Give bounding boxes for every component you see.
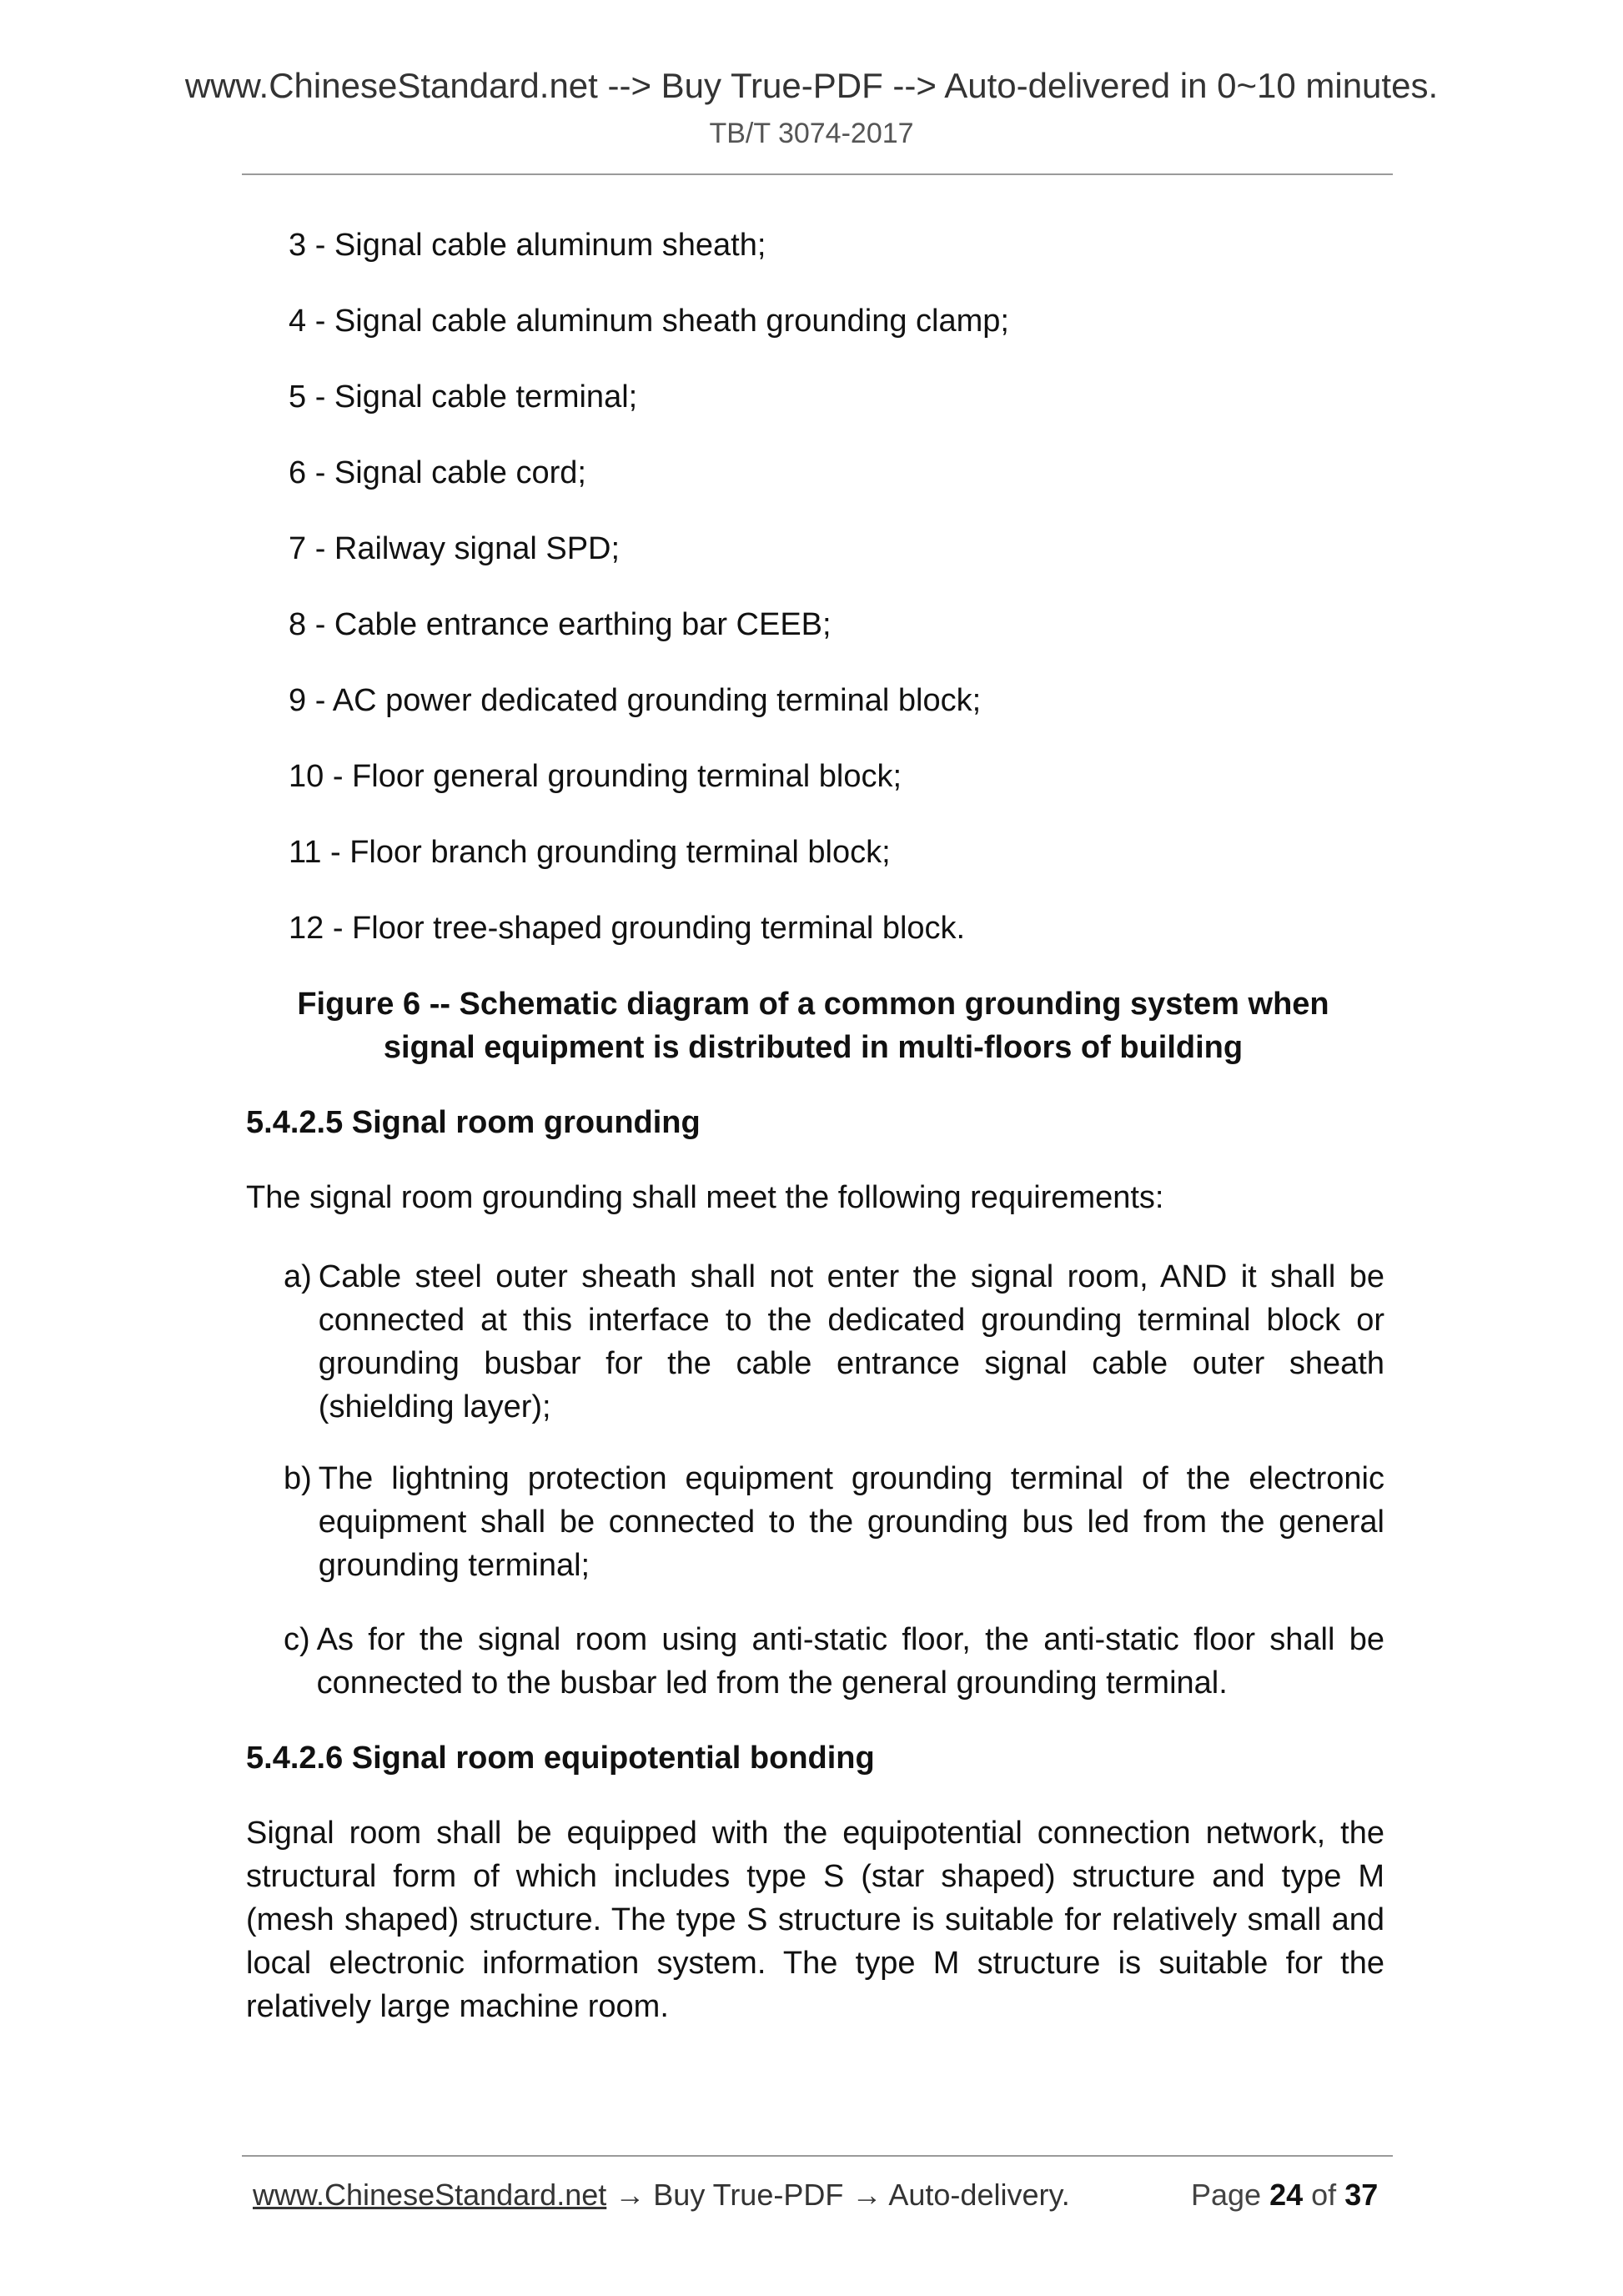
header-divider	[242, 173, 1393, 175]
list-item	[284, 1457, 1384, 1587]
footer-site-link[interactable]: www.ChineseStandard.net	[253, 2178, 607, 2212]
arrow-right-icon: →	[852, 2178, 882, 2212]
legend-item: 3 - Signal cable aluminum sheath;	[289, 228, 766, 263]
section-heading: 5.4.2.6 Signal room equipotential bonding	[246, 1741, 875, 1776]
page-label: Page	[1191, 2178, 1262, 2212]
footer-delivery-text: Auto-delivery.	[888, 2178, 1070, 2212]
header-banner[interactable]: www.ChineseStandard.net --> Buy True-PDF --> Auto-delivered in 0~10 minutes.	[184, 66, 1439, 105]
legend-item: 6 - Signal cable cord;	[289, 455, 586, 490]
list-item-text: As for the signal room using anti-static floor, the anti-static floor shall be connected to the busbar led from the general grounding terminal.	[316, 1622, 1384, 1701]
standard-number: TB/T 3074-2017	[709, 118, 914, 149]
legend-item: 5 - Signal cable terminal;	[289, 379, 638, 414]
list-marker: c)	[284, 1622, 310, 1657]
figure-caption	[242, 982, 1384, 1069]
page-of: of	[1311, 2178, 1337, 2212]
footer-divider	[242, 2155, 1393, 2157]
list-item-text: The lightning protection equipment grounding terminal of the electronic equipment shall be connected to the grounding bus led from the general grounding terminal;	[318, 1461, 1384, 1583]
list-item	[284, 1618, 1384, 1705]
legend-item: 12 - Floor tree-shaped grounding terminal block.	[289, 911, 966, 946]
arrow-right-icon: →	[615, 2178, 646, 2212]
legend-item: 10 - Floor general grounding terminal block;	[289, 759, 902, 794]
legend-item: 4 - Signal cable aluminum sheath grounding clamp;	[289, 304, 1009, 339]
page-total: 37	[1344, 2178, 1379, 2212]
section-intro: The signal room grounding shall meet the following requirements:	[246, 1180, 1164, 1215]
footer-buy-link[interactable]: Buy True-PDF	[653, 2178, 844, 2212]
list-marker: b)	[284, 1461, 312, 1496]
section-heading: 5.4.2.5 Signal room grounding	[246, 1105, 701, 1140]
legend-item: 9 - AC power dedicated grounding terminal block;	[289, 683, 982, 718]
page-current: 24	[1269, 2178, 1304, 2212]
legend-item: 7 - Railway signal SPD;	[289, 531, 621, 566]
figure-caption-line: Figure 6 -- Schematic diagram of a common grounding system when	[297, 987, 1329, 1022]
footer-links	[253, 2177, 1070, 2213]
legend-item: 8 - Cable entrance earthing bar CEEB;	[289, 607, 832, 642]
section-body: Signal room shall be equipped with the equipotential connection network, the structural form of which includes type S (star shaped) structure and type M (mesh shaped) structure. The type S structure is suitable for relatively small and local electronic information system. The type M structure is suitable for the relatively large machine room.	[246, 1816, 1384, 2024]
page-number	[1191, 2177, 1378, 2213]
list-item-text: Cable steel outer sheath shall not enter the signal room, AND it shall be connected at this interface to the dedicated grounding terminal block or grounding busbar for the cable entrance signal cable outer sheath (shielding layer);	[318, 1259, 1384, 1424]
legend-item: 11 - Floor branch grounding terminal block;	[289, 835, 891, 870]
figure-caption-line: signal equipment is distributed in multi-floors of building	[383, 1030, 1244, 1065]
list-item	[284, 1255, 1384, 1429]
list-marker: a)	[284, 1259, 312, 1294]
